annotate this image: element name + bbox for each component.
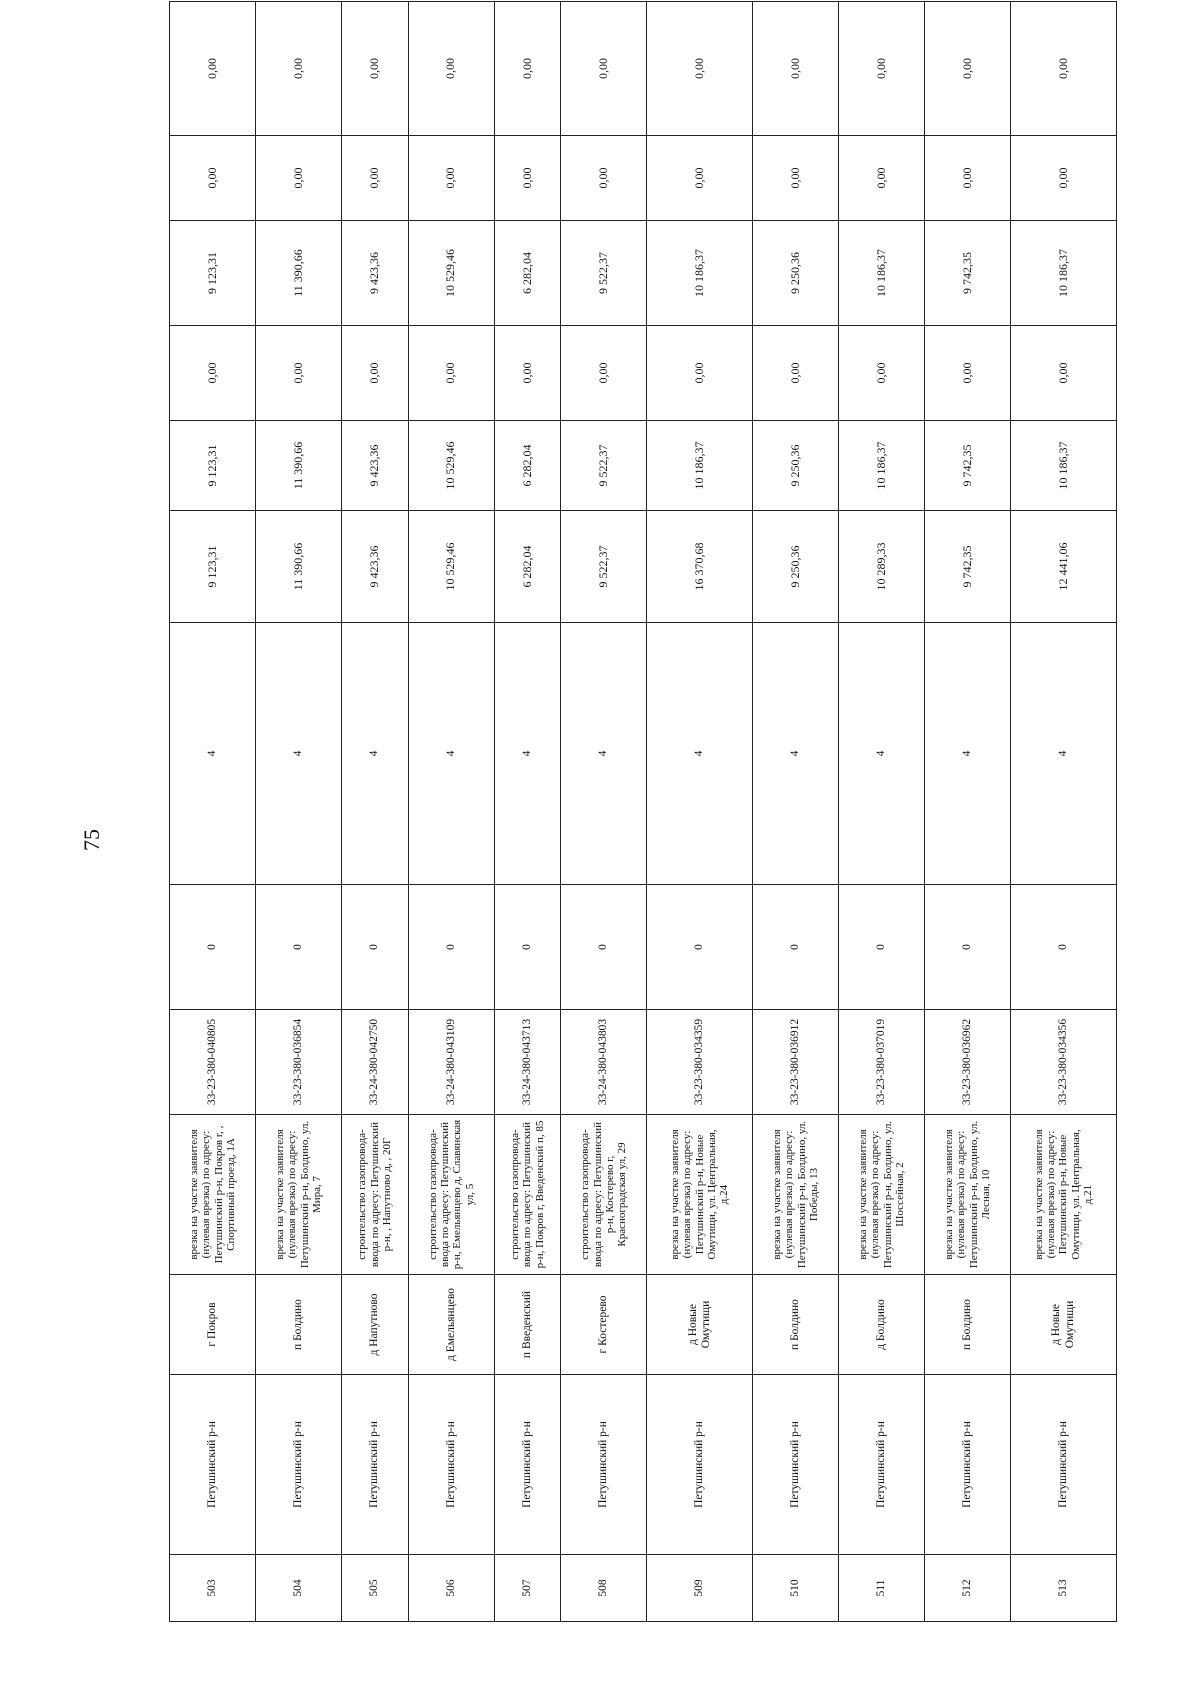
cell-cost-col-13: 0,00 [839, 2, 925, 136]
cell-settlement: д Емельянцево [408, 1275, 494, 1375]
cell-object-code: 33-23-380-034356 [1011, 1010, 1117, 1115]
cell-object-code: 33-24-380-042750 [342, 1010, 409, 1115]
cell-object-code: 33-23-380-037019 [839, 1010, 925, 1115]
cell-cost-col-11: 6 282,04 [494, 221, 561, 326]
cell-cost-col-11: 9 742,35 [925, 221, 1011, 326]
cell-object-code: 33-23-380-040805 [170, 1010, 256, 1115]
cell-cost-col-10: 0,00 [170, 326, 256, 421]
cell-cost-col-10: 0,00 [408, 326, 494, 421]
cell-cost-col-11: 10 186,37 [1011, 221, 1117, 326]
cell-object-code: 33-23-380-036912 [753, 1010, 839, 1115]
cell-cost-col-13: 0,00 [408, 2, 494, 136]
cell-value-col-6: 0 [170, 885, 256, 1010]
cell-work-description: строительство газопровода-ввода по адресу: Петушинский р-н, Емельянцево д, Славянская ул, 5 [408, 1115, 494, 1275]
cell-cost-col-12: 0,00 [494, 136, 561, 221]
cell-district: Петушинский р-н [494, 1375, 561, 1555]
cell-district: Петушинский р-н [342, 1375, 409, 1555]
cell-value-col-7: 4 [256, 623, 342, 885]
cell-settlement: г Покров [170, 1275, 256, 1375]
cell-cost-col-13: 0,00 [1011, 2, 1117, 136]
cell-cost-col-13: 0,00 [647, 2, 753, 136]
cell-cost-col-13: 0,00 [494, 2, 561, 136]
cell-cost-col-12: 0,00 [925, 136, 1011, 221]
cell-cost-col-9: 10 186,37 [647, 421, 753, 511]
cell-cost-col-11: 11 390,66 [256, 221, 342, 326]
table-row [561, 2, 647, 1622]
cell-object-code: 33-23-380-036854 [256, 1010, 342, 1115]
cell-value-col-6: 0 [647, 885, 753, 1010]
table-row [647, 2, 753, 1622]
cell-cost-total: 9 423,36 [342, 511, 409, 623]
cell-value-col-6: 0 [256, 885, 342, 1010]
rotated-table-container [169, 58, 1117, 1622]
cell-cost-col-12: 0,00 [561, 136, 647, 221]
cell-cost-col-9: 10 186,37 [839, 421, 925, 511]
cell-value-col-7: 4 [494, 623, 561, 885]
cell-settlement: п Введенский [494, 1275, 561, 1375]
cell-cost-col-9: 6 282,04 [494, 421, 561, 511]
cell-settlement: п Болдино [925, 1275, 1011, 1375]
cell-cost-col-11: 9 250,36 [753, 221, 839, 326]
cell-value-col-7: 4 [647, 623, 753, 885]
cell-cost-col-10: 0,00 [494, 326, 561, 421]
cell-value-col-6: 0 [342, 885, 409, 1010]
cell-row-number: 507 [494, 1555, 561, 1622]
cell-cost-col-9: 9 123,31 [170, 421, 256, 511]
cell-row-number: 505 [342, 1555, 409, 1622]
cell-row-number: 503 [170, 1555, 256, 1622]
cell-cost-col-13: 0,00 [256, 2, 342, 136]
cell-cost-col-12: 0,00 [342, 136, 409, 221]
cell-row-number: 510 [753, 1555, 839, 1622]
cell-work-description: врезка на участке заявителя (нулевая врезка) по адресу: Петушинский р-н, Новые Омутищи, ул. Центральная, д.21 [1011, 1115, 1117, 1275]
cell-cost-total: 10 289,33 [839, 511, 925, 623]
cell-district: Петушинский р-н [408, 1375, 494, 1555]
cell-cost-col-9: 9 742,35 [925, 421, 1011, 511]
cell-cost-col-13: 0,00 [925, 2, 1011, 136]
cell-cost-total: 11 390,66 [256, 511, 342, 623]
cell-value-col-7: 4 [753, 623, 839, 885]
page-number: 75 [79, 829, 104, 851]
cell-cost-col-10: 0,00 [342, 326, 409, 421]
cell-district: Петушинский р-н [170, 1375, 256, 1555]
cell-value-col-6: 0 [494, 885, 561, 1010]
cell-cost-col-12: 0,00 [408, 136, 494, 221]
cell-object-code: 33-24-380-043713 [494, 1010, 561, 1115]
cell-cost-col-12: 0,00 [647, 136, 753, 221]
cell-work-description: врезка на участке заявителя (нулевая врезка) по адресу: Петушинский р-н, Болдино, ул. Шоссейная, 2 [839, 1115, 925, 1275]
cell-work-description: врезка на участке заявителя (нулевая врезка) по адресу: Петушинский р-н, Новые Омутищи, ул. Центральная, д.24 [647, 1115, 753, 1275]
cell-value-col-7: 4 [925, 623, 1011, 885]
cell-district: Петушинский р-н [256, 1375, 342, 1555]
cell-cost-col-12: 0,00 [170, 136, 256, 221]
cell-cost-col-9: 9 250,36 [753, 421, 839, 511]
table-row [753, 2, 839, 1622]
cell-cost-total: 9 123,31 [170, 511, 256, 623]
cell-cost-total: 12 441,06 [1011, 511, 1117, 623]
cell-cost-col-11: 9 522,37 [561, 221, 647, 326]
table-row [170, 2, 256, 1622]
cell-cost-col-10: 0,00 [561, 326, 647, 421]
cell-settlement: п Болдино [256, 1275, 342, 1375]
cell-settlement: д Напутново [342, 1275, 409, 1375]
cell-cost-total: 16 370,68 [647, 511, 753, 623]
cell-row-number: 513 [1011, 1555, 1117, 1622]
table-row [1011, 2, 1117, 1622]
cell-cost-col-11: 10 186,37 [839, 221, 925, 326]
cell-value-col-6: 0 [408, 885, 494, 1010]
table-row [839, 2, 925, 1622]
cell-cost-col-10: 0,00 [925, 326, 1011, 421]
cell-work-description: строительство газопровода-ввода по адресу: Петушинский р-н, Костерево г, Красноградская ул, 29 [561, 1115, 647, 1275]
cell-settlement: д Новые Омутищи [1011, 1275, 1117, 1375]
cell-district: Петушинский р-н [839, 1375, 925, 1555]
cell-cost-col-10: 0,00 [256, 326, 342, 421]
cell-row-number: 506 [408, 1555, 494, 1622]
cell-cost-col-13: 0,00 [342, 2, 409, 136]
cell-object-code: 33-23-380-036962 [925, 1010, 1011, 1115]
cell-cost-col-9: 10 529,46 [408, 421, 494, 511]
cell-cost-total: 9 522,37 [561, 511, 647, 623]
cell-work-description: врезка на участке заявителя (нулевая врезка) по адресу: Петушинский р-н, Покров г, , Спортивный проезд, 1А [170, 1115, 256, 1275]
cell-value-col-6: 0 [1011, 885, 1117, 1010]
cell-row-number: 509 [647, 1555, 753, 1622]
cell-cost-col-9: 10 186,37 [1011, 421, 1117, 511]
cell-cost-total: 9 250,36 [753, 511, 839, 623]
table-row [408, 2, 494, 1622]
cell-cost-col-12: 0,00 [753, 136, 839, 221]
cell-settlement: д Болдино [839, 1275, 925, 1375]
cell-value-col-7: 4 [170, 623, 256, 885]
cell-value-col-7: 4 [1011, 623, 1117, 885]
cell-cost-col-11: 9 423,36 [342, 221, 409, 326]
data-table [169, 1, 1117, 1622]
cell-cost-total: 6 282,04 [494, 511, 561, 623]
cell-value-col-6: 0 [561, 885, 647, 1010]
cell-district: Петушинский р-н [647, 1375, 753, 1555]
cell-work-description: врезка на участке заявителя (нулевая врезка) по адресу: Петушинский р-н, Болдино, ул. Мира, 7 [256, 1115, 342, 1275]
cell-object-code: 33-24-380-043803 [561, 1010, 647, 1115]
cell-object-code: 33-23-380-034359 [647, 1010, 753, 1115]
table-body [170, 2, 1117, 1622]
cell-cost-col-10: 0,00 [647, 326, 753, 421]
cell-object-code: 33-24-380-043109 [408, 1010, 494, 1115]
cell-value-col-7: 4 [839, 623, 925, 885]
cell-cost-col-11: 9 123,31 [170, 221, 256, 326]
cell-cost-col-12: 0,00 [256, 136, 342, 221]
cell-value-col-7: 4 [408, 623, 494, 885]
cell-cost-col-13: 0,00 [170, 2, 256, 136]
cell-cost-col-12: 0,00 [839, 136, 925, 221]
cell-value-col-7: 4 [561, 623, 647, 885]
table-row [256, 2, 342, 1622]
cell-value-col-6: 0 [753, 885, 839, 1010]
cell-cost-col-9: 9 522,37 [561, 421, 647, 511]
cell-district: Петушинский р-н [561, 1375, 647, 1555]
cell-cost-col-11: 10 529,46 [408, 221, 494, 326]
cell-cost-col-9: 11 390,66 [256, 421, 342, 511]
cell-district: Петушинский р-н [753, 1375, 839, 1555]
cell-work-description: врезка на участке заявителя (нулевая врезка) по адресу: Петушинский р-н, Болдино, ул. Лесная, 10 [925, 1115, 1011, 1275]
cell-settlement: д Новые Омутищи [647, 1275, 753, 1375]
cell-cost-col-9: 9 423,36 [342, 421, 409, 511]
cell-cost-col-10: 0,00 [753, 326, 839, 421]
cell-cost-col-13: 0,00 [753, 2, 839, 136]
table-row [342, 2, 409, 1622]
cell-cost-col-10: 0,00 [839, 326, 925, 421]
table-row [494, 2, 561, 1622]
cell-settlement: г Костерево [561, 1275, 647, 1375]
cell-value-col-7: 4 [342, 623, 409, 885]
cell-cost-col-11: 10 186,37 [647, 221, 753, 326]
cell-cost-col-10: 0,00 [1011, 326, 1117, 421]
cell-row-number: 512 [925, 1555, 1011, 1622]
cell-work-description: строительство газопровода-ввода по адресу: Петушинский р-н, , Напутново д, , 20Г [342, 1115, 409, 1275]
cell-row-number: 511 [839, 1555, 925, 1622]
cell-cost-col-13: 0,00 [561, 2, 647, 136]
cell-settlement: п Болдино [753, 1275, 839, 1375]
cell-row-number: 504 [256, 1555, 342, 1622]
cell-work-description: врезка на участке заявителя (нулевая врезка) по адресу: Петушинский р-н, Болдино, ул. Победы, 13 [753, 1115, 839, 1275]
cell-value-col-6: 0 [925, 885, 1011, 1010]
cell-value-col-6: 0 [839, 885, 925, 1010]
cell-work-description: строительство газопровода-ввода по адресу: Петушинский р-н, Покров г, Введенский п, 85 [494, 1115, 561, 1275]
cell-district: Петушинский р-н [925, 1375, 1011, 1555]
cell-row-number: 508 [561, 1555, 647, 1622]
cell-cost-col-12: 0,00 [1011, 136, 1117, 221]
table-row [925, 2, 1011, 1622]
cell-cost-total: 10 529,46 [408, 511, 494, 623]
cell-district: Петушинский р-н [1011, 1375, 1117, 1555]
cell-cost-total: 9 742,35 [925, 511, 1011, 623]
